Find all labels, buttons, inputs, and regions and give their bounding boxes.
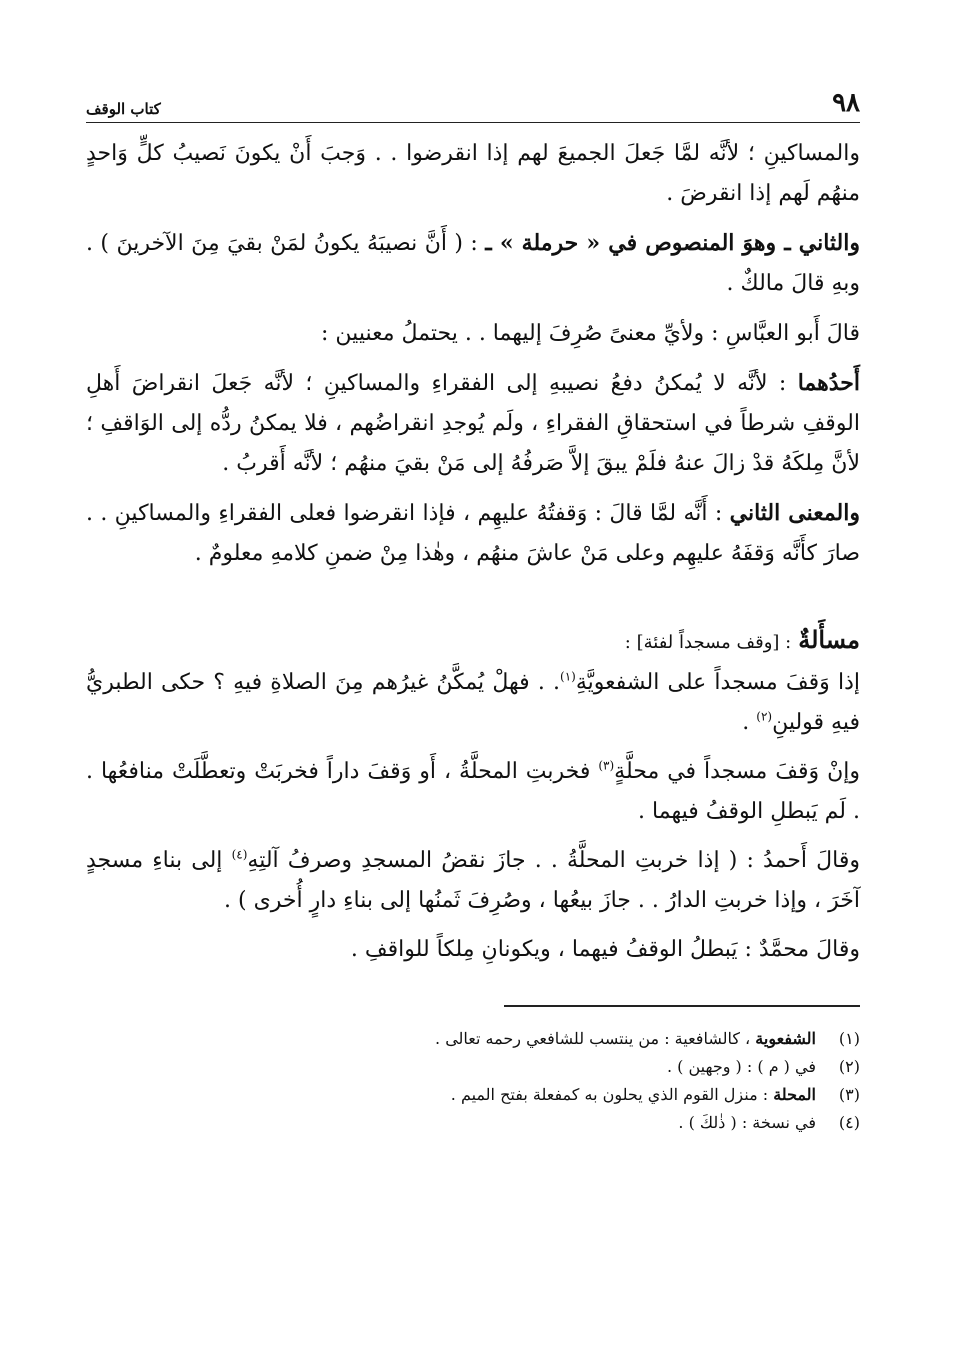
paragraph: وقالَ محمَّدٌ : يَبطلُ الوقفُ فيهما ، ويكونانِ مِلكاً للواقفِ . bbox=[350, 937, 860, 962]
paragraph: قالَ أَبو العبَّاسِ : ولأيِّ معنىً صُرِفَ إليهما . . يحتملُ معنيين : bbox=[321, 321, 860, 346]
paragraph: وقالَ أَحمدُ : ( إذا خربتِ المحلَّةُ . . جازَ نقضُ المسجدِ وصرفُ آلتِهِ$^{(٤)}$ إلى بناءِ مسجدٍ آخَرَ ، وإذا خربتِ الدارُ . . جازَ بيعُها ، وصُرِفَ ثَمنُها إلى بناءِ دارٍ أُخرى ) . bbox=[86, 847, 860, 913]
footnote-ref[interactable]: (١) bbox=[560, 669, 576, 684]
footnote-number: (٣) bbox=[838, 1085, 860, 1104]
footnote-ref[interactable]: (٢) bbox=[756, 709, 773, 724]
footnote: (٢) في ( م ) : ( وجهين ) . bbox=[86, 1053, 860, 1081]
masala-heading bbox=[86, 620, 860, 663]
paragraph: والثاني ـ وهوَ المنصوص في « حرملة » ـ : ( أَنَّ نصيبَهُ يكونُ لمَنْ بقيَ مِنَ الآخرينَ ) . وبهِ قالَ مالكٌ . bbox=[86, 230, 860, 296]
footnote: (١) الشفعوية ، كالشافعية : من ينتسب للشافعي رحمه تعالى . bbox=[86, 1025, 860, 1053]
paragraph-lead: والمعنى الثاني bbox=[729, 500, 860, 526]
footnote-number: (١) bbox=[838, 1029, 860, 1048]
paragraph: إذا وَقفَ مسجداً على الشفعويَّةِ$^{(١)}$. . فهلْ يُمكَّنُ غيرُهم مِنَ الصلاةِ فيهِ ؟ حكى الطبريُّ فيهِ قولينِ$^{(٢)}$ . bbox=[86, 669, 860, 735]
paragraph: وإنْ وَقفَ مسجداً في محلَّةٍ$^{(٣)}$ فخربتِ المحلَّةُ ، أَو وَقفَ داراً فخربَتْ وتعطَّلَتْ منافعُها . . لَم يَبطلِ الوقفُ فيهما . bbox=[86, 758, 860, 824]
footnotes bbox=[86, 1025, 860, 1137]
page-body bbox=[86, 133, 860, 1137]
paragraph: أَحدُهما : لأنَّه لا يُمكنُ دفعُ نصيبهِ إلى الفقراءِ والمساكينِ ؛ لأنَّه جَعلَ انقراضَ أَهلِ الوقفِ شرطاً في استحقاقِ الفقراءِ ، ولَم يُوجدِ انقراضُهم ، فلا يمكنُ ردُّه إلى الوَاقفِ ؛ لأنَّ مِلكَهُ قدْ زالَ عنهُ فلَمْ يبقَ إلاَّ صَرفُهُ إلى مَنْ بقيَ منهُم ؛ لأنَّه أَقربُ . bbox=[86, 370, 860, 476]
masala-subject: : [وقف مسجداً لفئة] : bbox=[624, 632, 792, 653]
masala-label: مسأَلةٌ bbox=[798, 625, 860, 654]
paragraph-lead: أَحدُهما bbox=[797, 370, 860, 396]
footnote-number: (٤) bbox=[838, 1113, 860, 1132]
footnote-ref[interactable]: (٣) bbox=[598, 758, 615, 773]
footnote-number: (٢) bbox=[838, 1057, 860, 1076]
footnote-divider bbox=[504, 1005, 860, 1007]
page-number: ٩٨ bbox=[832, 88, 860, 118]
footnote-ref[interactable]: (٤) bbox=[231, 847, 248, 862]
footnote: (٣) المحلة : منزل القوم الذي يحلون به كمفعلة بفتح الميم . bbox=[86, 1081, 860, 1109]
paragraph: والمساكينِ ؛ لأنَّه لمَّا جَعلَ الجميعَ لهم إذا انقرضوا . . وَجبَ أَنْ يكونَ نَصيبُ كلٍّ وَاحدٍ منهُم لَهم إذا انقرضَ . bbox=[86, 141, 860, 206]
book-title: كتاب الوقف bbox=[86, 100, 161, 118]
page-header bbox=[86, 80, 860, 123]
paragraph-lead: والثاني ـ وهوَ المنصوص في « حرملة » ـ bbox=[485, 230, 860, 256]
paragraph: والمعنى الثاني : أَنَّه لمَّا قالَ : وَقفتُهُ عليهِم ، فإذا انقرضوا فعلى الفقراءِ والمساكينِ . . صارَ كأَنَّه وَقفَهُ عليهِم وعلى مَنْ عاشَ منهُم ، وهٰذا مِنْ ضمنِ كلامهِ معلومٌ . bbox=[86, 500, 860, 566]
book-page bbox=[86, 80, 860, 1137]
footnote: (٤) في نسخة : ( ذٰلكَ ) . bbox=[86, 1109, 860, 1137]
